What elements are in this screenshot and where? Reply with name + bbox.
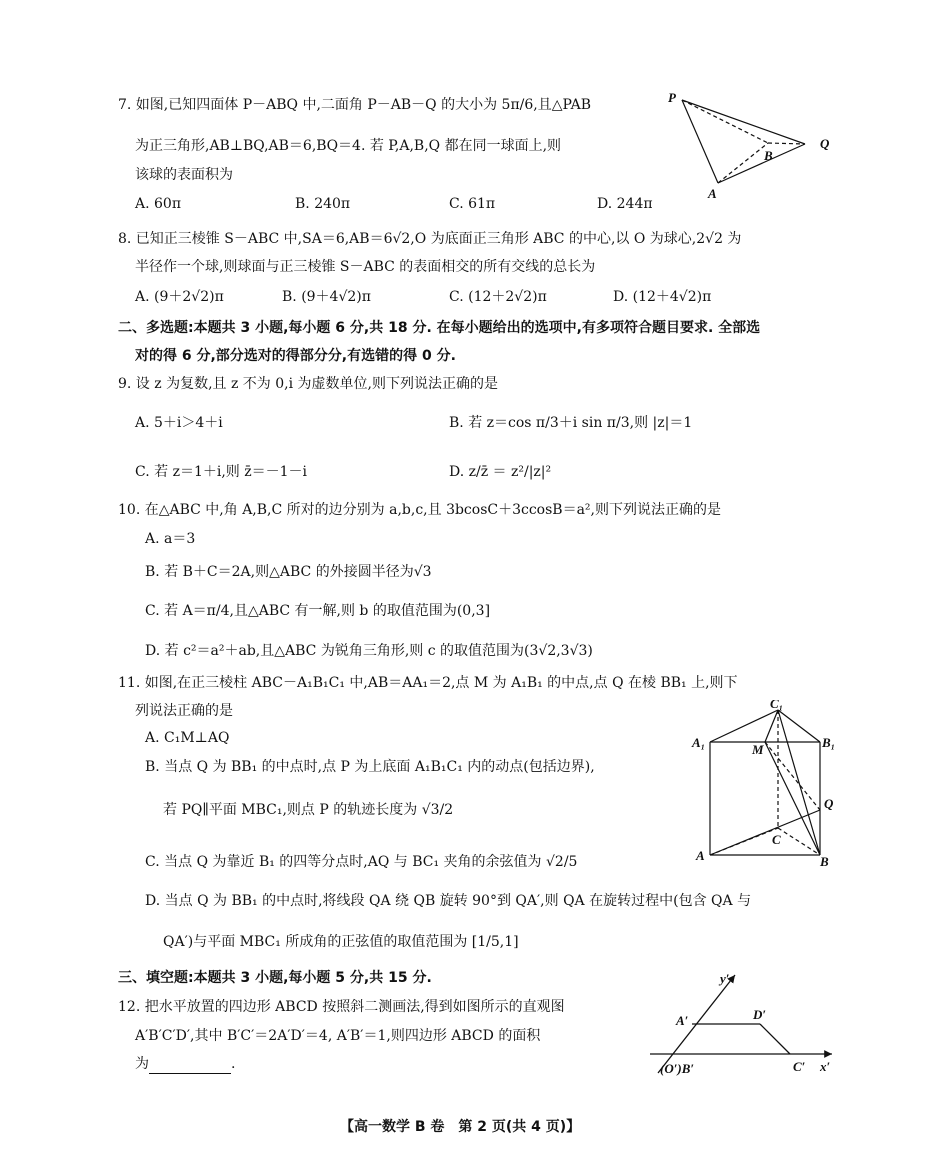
q9-option-c: C. 若 z＝1＋i,则 z̄＝－1－i [135,464,307,480]
q7-label-a: A [708,186,717,201]
q10-option-c: C. 若 A＝π/4,且△ABC 有一解,则 b 的取值范围为(0,3] [145,603,491,619]
page-footer: 【高一数学 B 卷 第 2 页(共 4 页)】 [340,1119,581,1135]
q12-line1: 12. 把水平放置的四边形 ABCD 按照斜二测画法,得到如图所示的直观图 [118,999,565,1015]
q12-label-a: A′ [676,1013,689,1028]
q9-stem: 9. 设 z 为复数,且 z 不为 0,i 为虚数单位,则下列说法正确的是 [118,376,498,392]
q7-line2: 为正三角形,AB⊥BQ,AB＝6,BQ＝4. 若 P,A,B,Q 都在同一球面上,则 [135,138,562,154]
q7-line3: 该球的表面积为 [135,167,233,183]
q7-option-c: C. 61π [449,196,496,212]
q10-option-a: A. a＝3 [145,531,196,547]
q9-option-b: B. 若 z＝cos π/3＋i sin π/3,则 |z|＝1 [449,415,693,431]
section3-header: 三、填空题:本题共 3 小题,每小题 5 分,共 15 分. [118,970,432,986]
q8-option-c: C. (12＋2√2)π [449,289,547,305]
q11-option-d-line1: D. 当点 Q 为 BB₁ 的中点时,将线段 QA 绕 QB 旋转 90°到 QA′,则 QA 在旋转过程中(包含 QA 与 [145,893,752,909]
section2-header-line2: 对的得 6 分,部分选对的得部分分,有选错的得 0 分. [135,348,456,364]
q12-label-ob: (O′)B′ [660,1061,695,1076]
q11-option-b-line1: B. 当点 Q 为 BB₁ 的中点时,点 P 为上底面 A₁B₁C₁ 内的动点(包括边界), [145,759,595,775]
q10-stem: 10. 在△ABC 中,角 A,B,C 所对的边分别为 a,b,c,且 3bcosC＋3ccosB＝a²,则下列说法正确的是 [118,502,721,518]
q12-label-x: x′ [820,1059,831,1074]
q7-tetrahedron-figure [660,88,845,203]
q11-line2: 列说法正确的是 [135,703,233,719]
q7-label-q: Q [820,136,830,151]
q8-line1: 8. 已知正三棱锥 S－ABC 中,SA＝6,AB＝6√2,O 为底面正三角形 ABC 的中心,以 O 为球心,2√2 为 [118,231,742,247]
q7-label-p: P [668,90,676,105]
q9-option-d: D. z/z̄ ＝ z²/|z|² [449,464,552,480]
q11-label-b: B [820,854,829,869]
q11-label-a: A [696,848,705,863]
q11-label-m: M [752,742,764,757]
q12-label-d: D′ [753,1007,767,1022]
q11-label-c: C [772,832,781,847]
q12-line3-text: 为 [135,1056,149,1072]
q11-option-d-line2: QA′)与平面 MBC₁ 所成角的正弦值的取值范围为 [1/5,1] [163,934,519,950]
q11-option-c: C. 当点 Q 为靠近 B₁ 的四等分点时,AQ 与 BC₁ 夹角的余弦值为 √2/5 [145,854,578,870]
q9-option-a: A. 5＋i＞4＋i [135,415,223,431]
q11-label-c1: C₁ [770,700,784,711]
q8-option-a: A. (9＋2√2)π [135,289,224,305]
q7-option-a: A. 60π [135,196,182,212]
q7-option-d: D. 244π [597,196,653,212]
q12-line2: A′B′C′D′,其中 B′C′＝2A′D′＝4, A′B′＝1,则四边形 ABCD 的面积 [135,1028,541,1044]
q11-option-a: A. C₁M⊥AQ [145,730,230,746]
q11-prism-figure [690,700,840,870]
q10-option-b: B. 若 B＋C＝2A,则△ABC 的外接圆半径为√3 [145,564,432,580]
q10-option-d: D. 若 c²＝a²＋ab,且△ABC 为锐角三角形,则 c 的取值范围为(3√2,3√3) [145,643,593,659]
q11-label-q: Q [824,796,834,811]
q11-label-b1: B₁ [822,735,836,750]
q12-oblique-figure [650,965,840,1085]
q7-option-b: B. 240π [295,196,351,212]
q7-label-b: B [764,148,773,163]
q11-option-b-line2: 若 PQ∥平面 MBC₁,则点 P 的轨迹长度为 √3/2 [163,802,454,818]
q8-option-b: B. (9＋4√2)π [282,289,371,305]
q7-line1: 7. 如图,已知四面体 P－ABQ 中,二面角 P－AB－Q 的大小为 5π/6,且△PAB [118,97,592,113]
q12-label-c: C′ [793,1059,806,1074]
q8-option-d: D. (12＋4√2)π [613,289,712,305]
section2-header-line1: 二、多选题:本题共 3 小题,每小题 6 分,共 18 分. 在每小题给出的选项中,有多项符合题目要求. 全部选 [118,320,761,336]
q12-line3 [135,1054,235,1074]
q8-line2: 半径作一个球,则球面与正三棱锥 S－ABC 的表面相交的所有交线的总长为 [135,259,596,275]
q11-line1: 11. 如图,在正三棱柱 ABC－A₁B₁C₁ 中,AB＝AA₁＝2,点 M 为 A₁B₁ 的中点,点 Q 在棱 BB₁ 上,则下 [118,675,738,691]
q12-line3-end: . [231,1056,236,1072]
q11-label-a1: A₁ [692,735,706,750]
q12-label-y: y′ [720,971,730,986]
q12-answer-blank [149,1059,231,1074]
